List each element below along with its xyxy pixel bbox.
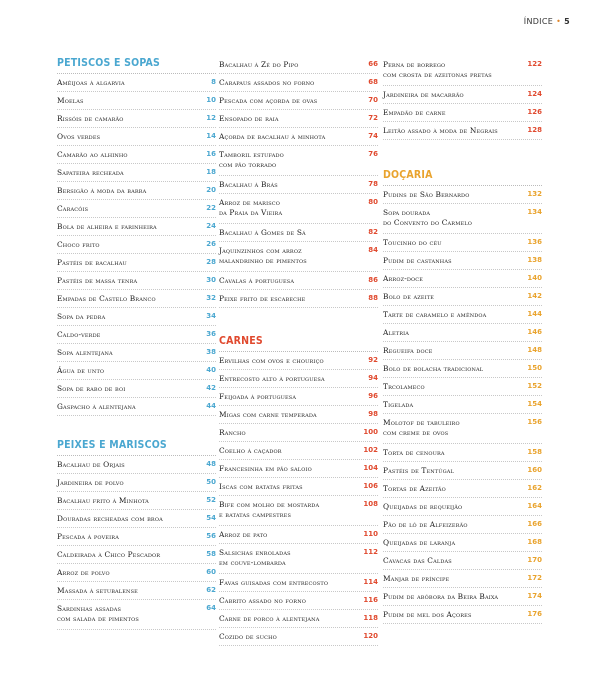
index-entry (219, 352, 378, 370)
index-entry (57, 398, 216, 416)
index-entry (219, 574, 378, 592)
index-entry (219, 272, 378, 290)
index-entry (219, 56, 378, 74)
entry-title: Sopa alentejana (57, 348, 113, 357)
section-docaria (383, 168, 542, 624)
entry-page-number: 118 (363, 614, 378, 622)
header-label: ÍNDICE (523, 17, 554, 26)
index-entry (57, 92, 216, 110)
index-entry (219, 526, 378, 544)
index-entry (383, 324, 542, 342)
entry-page-number: 18 (206, 168, 216, 176)
entry-title: Bacalhau à Zé do Pipo (219, 60, 299, 69)
index-entry (57, 200, 216, 218)
entry-page-number: 20 (206, 186, 216, 194)
entry-title: Peixe frito de escabeche (219, 294, 306, 303)
index-entry (219, 592, 378, 610)
index-entry (219, 406, 378, 424)
entry-title: Molotof de tabuleiro com creme de ovos (383, 418, 460, 437)
entry-page-number: 92 (368, 356, 378, 364)
entry-title: Arroz de pato (219, 530, 268, 539)
index-entry (383, 414, 542, 444)
entry-page-number: 16 (206, 150, 216, 158)
entry-title: Pão de ló de Alfeizerão (383, 520, 468, 529)
entry-title: Pescada à poveira (57, 532, 119, 541)
entry-title: Trcolameco (383, 382, 425, 391)
entry-page-number: 10 (206, 96, 216, 104)
entry-title: Aletria (383, 328, 410, 337)
entry-page-number: 8 (211, 78, 216, 86)
entry-title: Bola de alheira e farinheira (57, 222, 157, 231)
index-entry (219, 194, 378, 224)
index-entry (383, 444, 542, 462)
entry-title: Coelho à caçador (219, 446, 282, 455)
entry-page-number: 100 (363, 428, 378, 436)
index-entry (57, 380, 216, 398)
entry-page-number: 68 (368, 78, 378, 86)
entry-title: Cavalas à portuguesa (219, 276, 295, 285)
index-entry (219, 628, 378, 646)
entry-page-number: 26 (206, 240, 216, 248)
index-entry (57, 218, 216, 236)
entry-title: Caldeirada à Chico Pescador (57, 550, 161, 559)
entry-title: Perna de borrego com crosta de azeitonas pretas (383, 60, 492, 79)
index-entry (383, 270, 542, 288)
entry-page-number: 28 (206, 258, 216, 266)
section-title-petiscos: PETISCOS E SOPAS (57, 56, 216, 74)
index-entry (383, 252, 542, 270)
section-carnes-continued (383, 56, 542, 140)
index-entry (57, 528, 216, 546)
entry-title: Carapaus assados no forno (219, 78, 315, 87)
index-entry (383, 606, 542, 624)
index-entry (383, 498, 542, 516)
entry-title: Entrecosto alto à portuguesa (219, 374, 325, 383)
entry-title: Arroz de marisco da Praia da Vieira (219, 198, 283, 217)
entry-page-number: 102 (363, 446, 378, 454)
entry-title: Tamboril estufado com pão torrado (219, 150, 284, 169)
index-entry (219, 544, 378, 574)
entry-page-number: 98 (368, 410, 378, 418)
entry-title: Gaspacho à alentejana (57, 402, 136, 411)
entry-title: Migas com carne temperada (219, 410, 317, 419)
entry-title: Tigelada (383, 400, 414, 409)
entry-page-number: 106 (363, 482, 378, 490)
index-entry (57, 456, 216, 474)
index-entry (383, 462, 542, 480)
index-entry (383, 306, 542, 324)
entry-page-number: 108 (363, 500, 378, 508)
entry-title: Arroz de polvo (57, 568, 110, 577)
index-entry (219, 128, 378, 146)
entry-page-number: 140 (527, 274, 542, 282)
entry-page-number: 166 (527, 520, 542, 528)
entry-page-number: 104 (363, 464, 378, 472)
index-entry (383, 186, 542, 204)
entry-title: Cabrito assado no forno (219, 596, 306, 605)
index-entry (219, 370, 378, 388)
index-entry (383, 396, 542, 414)
entry-page-number: 124 (527, 90, 542, 98)
index-entry (219, 92, 378, 110)
index-entry (57, 564, 216, 582)
entry-title: Camarão ao alhinho (57, 150, 128, 159)
index-entry (57, 510, 216, 528)
entry-title: Bacalhau frito à Minhota (57, 496, 149, 505)
index-entry (57, 600, 216, 630)
index-entry (57, 236, 216, 254)
entry-page-number: 172 (527, 574, 542, 582)
entry-title: Favas guisadas com entrecosto (219, 578, 329, 587)
index-entry (57, 308, 216, 326)
entry-title: Pudim de mel dos Açores (383, 610, 472, 619)
entry-page-number: 158 (527, 448, 542, 456)
entry-page-number: 120 (363, 632, 378, 640)
index-entry (219, 146, 378, 176)
index-entry (383, 378, 542, 396)
entry-title: Bolo de azeite (383, 292, 435, 301)
index-column-2 (219, 56, 378, 646)
index-entry (219, 176, 378, 194)
entry-page-number: 88 (368, 294, 378, 302)
entry-page-number: 138 (527, 256, 542, 264)
entry-title: Queijadas de requeijão (383, 502, 463, 511)
index-entry (219, 496, 378, 526)
entry-title: Sapateira recheada (57, 168, 124, 177)
entry-page-number: 114 (363, 578, 378, 586)
index-entry (57, 272, 216, 290)
entry-page-number: 112 (363, 548, 378, 556)
entry-page-number: 76 (368, 150, 378, 158)
entry-title: Jardineira de polvo (57, 478, 124, 487)
section-title-docaria: DOÇARIA (383, 168, 542, 186)
entry-page-number: 164 (527, 502, 542, 510)
section-petiscos (57, 56, 216, 416)
index-entry (57, 362, 216, 380)
entry-title: Regueifa doce (383, 346, 433, 355)
index-entry (57, 182, 216, 200)
entry-title: Empadas de Castelo Branco (57, 294, 156, 303)
index-entry (219, 388, 378, 406)
entry-title: Bolo de bolacha tradicional (383, 364, 484, 373)
page-number: 5 (564, 17, 570, 26)
entry-title: Arroz-doce (383, 274, 424, 283)
entry-title: Queijadas de laranja (383, 538, 456, 547)
entry-title: Iscas com batatas fritas (219, 482, 303, 491)
entry-page-number: 162 (527, 484, 542, 492)
index-entry (57, 74, 216, 92)
entry-page-number: 154 (527, 400, 542, 408)
entry-title: Bersigão à moda da barra (57, 186, 147, 195)
entry-page-number: 12 (206, 114, 216, 122)
entry-title: Sopa de rabo de boi (57, 384, 126, 393)
entry-title: Empadão de carne (383, 108, 446, 117)
entry-title: Ensopado de raia (219, 114, 279, 123)
index-entry (219, 424, 378, 442)
index-entry (383, 104, 542, 122)
section-title-peixes: PEIXES E MARISCOS (57, 438, 216, 456)
page-header (524, 17, 570, 26)
entry-title: Pescada com açorda de ovas (219, 96, 318, 105)
entry-page-number: 56 (206, 532, 216, 540)
entry-page-number: 44 (206, 402, 216, 410)
entry-page-number: 156 (527, 418, 542, 426)
entry-title: Francesinha em pão saloio (219, 464, 312, 473)
entry-page-number: 36 (206, 330, 216, 338)
entry-page-number: 58 (206, 550, 216, 558)
entry-page-number: 50 (206, 478, 216, 486)
index-entry (383, 534, 542, 552)
index-entry (57, 254, 216, 272)
entry-page-number: 64 (206, 604, 216, 612)
section-title-carnes: CARNES (219, 334, 378, 352)
entry-page-number: 146 (527, 328, 542, 336)
entry-title: Pastéis de massa tenra (57, 276, 138, 285)
entry-title: Feijoada à portuguesa (219, 392, 297, 401)
entry-page-number: 122 (527, 60, 542, 68)
entry-page-number: 110 (363, 530, 378, 538)
index-entry (219, 74, 378, 92)
entry-page-number: 42 (206, 384, 216, 392)
entry-page-number: 40 (206, 366, 216, 374)
entry-title: Bacalhau de Orjais (57, 460, 125, 469)
entry-page-number: 62 (206, 586, 216, 594)
entry-page-number: 34 (206, 312, 216, 320)
entry-page-number: 48 (206, 460, 216, 468)
index-entry (57, 290, 216, 308)
index-entry (383, 360, 542, 378)
entry-title: Manjar de príncipe (383, 574, 450, 583)
entry-title: Sardinhas assadas com salada de pimentos (57, 604, 139, 623)
index-entry (383, 288, 542, 306)
entry-page-number: 126 (527, 108, 542, 116)
entry-page-number: 66 (368, 60, 378, 68)
entry-page-number: 132 (527, 190, 542, 198)
index-entry (383, 588, 542, 606)
entry-title: Salsichas enroladas em couve-lombarda (219, 548, 291, 567)
entry-title: Moelas (57, 96, 84, 105)
entry-page-number: 74 (368, 132, 378, 140)
entry-page-number: 176 (527, 610, 542, 618)
index-entry (57, 344, 216, 362)
entry-title: Pudins de São Bernardo (383, 190, 470, 199)
entry-title: Sopa da pedra (57, 312, 106, 321)
entry-title: Caracóis (57, 204, 89, 213)
entry-title: Pudim de castanhas (383, 256, 452, 265)
entry-page-number: 30 (206, 276, 216, 284)
entry-page-number: 136 (527, 238, 542, 246)
header-separator-dot: • (556, 17, 562, 26)
entry-page-number: 32 (206, 294, 216, 302)
entry-page-number: 152 (527, 382, 542, 390)
entry-title: Leitão assado à moda de Negrais (383, 126, 498, 135)
index-entry (57, 326, 216, 344)
entry-page-number: 24 (206, 222, 216, 230)
entry-page-number: 150 (527, 364, 542, 372)
index-column-1 (57, 56, 216, 630)
index-entry (219, 290, 378, 308)
entry-title: Bacalhau à Gomes de Sá (219, 228, 306, 237)
entry-page-number: 142 (527, 292, 542, 300)
index-entry (57, 546, 216, 564)
entry-page-number: 174 (527, 592, 542, 600)
index-column-3 (383, 56, 542, 624)
index-entry (383, 56, 542, 86)
entry-title: Massada à setubalense (57, 586, 138, 595)
index-entry (383, 570, 542, 588)
entry-page-number: 72 (368, 114, 378, 122)
entry-page-number: 116 (363, 596, 378, 604)
entry-title: Tarte de caramelo e amêndoa (383, 310, 487, 319)
index-entry (57, 474, 216, 492)
index-entry (219, 110, 378, 128)
entry-title: Toucinho do céu (383, 238, 442, 247)
entry-page-number: 170 (527, 556, 542, 564)
index-entry (383, 204, 542, 234)
entry-title: Sopa dourada do Convento do Carmelo (383, 208, 472, 227)
index-entry (57, 164, 216, 182)
index-entry (57, 146, 216, 164)
entry-page-number: 60 (206, 568, 216, 576)
entry-title: Choco frito (57, 240, 100, 249)
index-entry (383, 86, 542, 104)
entry-title: Carne de porco à alentejana (219, 614, 320, 623)
entry-title: Rissóis de camarão (57, 114, 124, 123)
entry-page-number: 144 (527, 310, 542, 318)
entry-page-number: 80 (368, 198, 378, 206)
entry-page-number: 70 (368, 96, 378, 104)
entry-page-number: 22 (206, 204, 216, 212)
entry-title: Ovos verdes (57, 132, 101, 141)
entry-title: Torta de cenoura (383, 448, 445, 457)
entry-page-number: 86 (368, 276, 378, 284)
index-entry (57, 128, 216, 146)
entry-title: Cozido de sucho (219, 632, 277, 641)
entry-page-number: 82 (368, 228, 378, 236)
entry-title: Caldo-verde (57, 330, 101, 339)
entry-page-number: 78 (368, 180, 378, 188)
entry-title: Bife com molho de mostarda e batatas campestres (219, 500, 320, 519)
entry-page-number: 54 (206, 514, 216, 522)
entry-page-number: 52 (206, 496, 216, 504)
entry-page-number: 148 (527, 346, 542, 354)
entry-page-number: 168 (527, 538, 542, 546)
entry-title: Ervilhas com ovos e chouriço (219, 356, 324, 365)
entry-title: Pudim de abóbora da Beira Baixa (383, 592, 499, 601)
index-entry (219, 610, 378, 628)
index-entry (383, 516, 542, 534)
entry-page-number: 94 (368, 374, 378, 382)
entry-title: Pastéis de bacalhau (57, 258, 127, 267)
section-carnes (219, 334, 378, 646)
index-entry (57, 110, 216, 128)
index-entry (383, 234, 542, 252)
entry-page-number: 128 (527, 126, 542, 134)
index-entry (57, 582, 216, 600)
entry-title: Água de unto (57, 366, 105, 375)
entry-title: Cavacas das Caldas (383, 556, 452, 565)
index-entry (219, 224, 378, 242)
entry-page-number: 84 (368, 246, 378, 254)
index-entry (383, 122, 542, 140)
entry-page-number: 96 (368, 392, 378, 400)
entry-title: Amêijoas à algarvia (57, 78, 125, 87)
entry-title: Bacalhau à Brás (219, 180, 278, 189)
entry-title: Douradas recheadas com broa (57, 514, 163, 523)
entry-title: Jaquinzinhos com arroz malandrinho de pimentos (219, 246, 307, 265)
entry-title: Jardineira de macarrão (383, 90, 464, 99)
index-entry (383, 480, 542, 498)
entry-page-number: 14 (206, 132, 216, 140)
index-entry (383, 552, 542, 570)
index-entry (57, 492, 216, 510)
section-peixes-continued (219, 56, 378, 308)
index-entry (219, 242, 378, 272)
entry-title: Rancho (219, 428, 246, 437)
index-entry (219, 478, 378, 496)
entry-title: Açorda de bacalhau à minhota (219, 132, 326, 141)
entry-title: Pastéis de Tentúgal (383, 466, 455, 475)
section-peixes (57, 438, 216, 630)
index-entry (219, 460, 378, 478)
entry-title: Tortas de Azeitão (383, 484, 446, 493)
index-entry (219, 442, 378, 460)
entry-page-number: 38 (206, 348, 216, 356)
entry-page-number: 160 (527, 466, 542, 474)
entry-page-number: 134 (527, 208, 542, 216)
index-entry (383, 342, 542, 360)
